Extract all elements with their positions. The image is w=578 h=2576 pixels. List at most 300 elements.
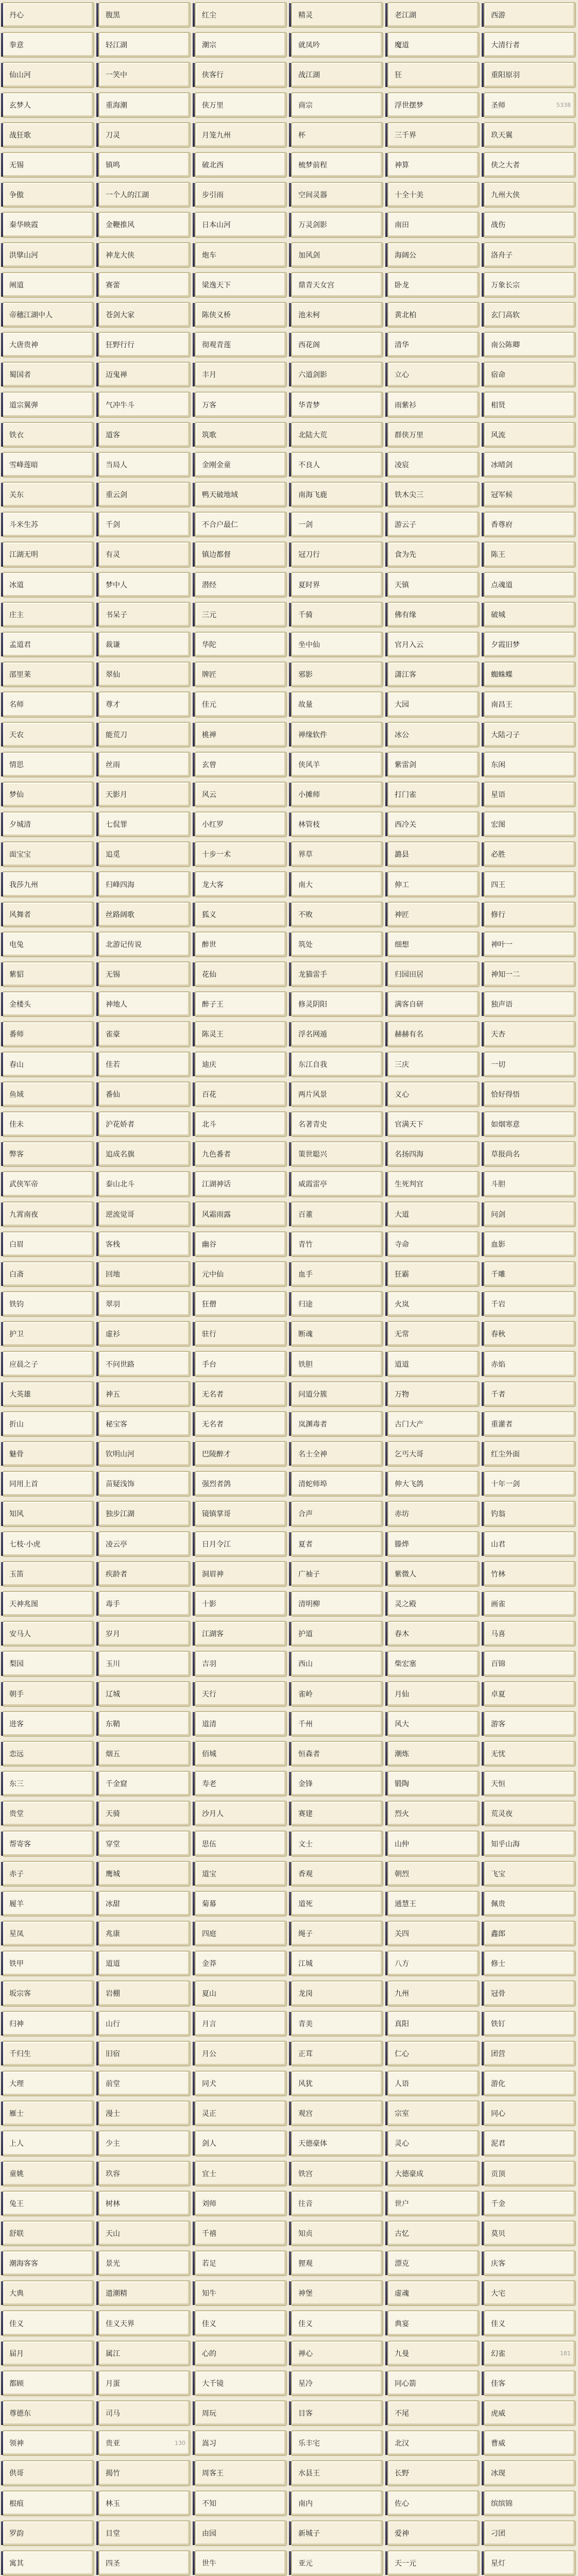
tag-button[interactable] bbox=[387, 302, 480, 328]
tag-button[interactable] bbox=[98, 1351, 191, 1377]
tag-button[interactable] bbox=[2, 1471, 94, 1497]
tag-button[interactable] bbox=[484, 2430, 576, 2456]
tag-button[interactable] bbox=[387, 991, 480, 1017]
tag-button[interactable] bbox=[291, 1141, 383, 1167]
tag-button[interactable] bbox=[2, 871, 94, 897]
tag-button[interactable] bbox=[291, 1052, 383, 1077]
tag-button[interactable] bbox=[291, 1801, 383, 1826]
tag-button[interactable] bbox=[98, 871, 191, 897]
tag-button[interactable] bbox=[98, 1021, 191, 1047]
tag-button[interactable] bbox=[195, 512, 287, 537]
tag-button[interactable] bbox=[291, 1381, 383, 1407]
tag-button[interactable] bbox=[484, 1381, 576, 1407]
tag-button[interactable] bbox=[2, 662, 94, 687]
tag-button[interactable] bbox=[387, 392, 480, 417]
tag-button[interactable] bbox=[484, 1801, 576, 1826]
tag-button[interactable] bbox=[484, 1621, 576, 1647]
tag-button[interactable] bbox=[387, 572, 480, 598]
tag-button[interactable] bbox=[195, 2011, 287, 2037]
tag-button[interactable] bbox=[291, 722, 383, 748]
tag-button[interactable] bbox=[98, 212, 191, 238]
tag-button[interactable] bbox=[387, 1381, 480, 1407]
tag-button[interactable] bbox=[195, 392, 287, 417]
tag-button[interactable] bbox=[484, 2161, 576, 2187]
tag-button[interactable] bbox=[484, 62, 576, 88]
tag-button[interactable] bbox=[98, 1441, 191, 1467]
tag-button[interactable] bbox=[2, 902, 94, 927]
tag-button[interactable] bbox=[98, 1201, 191, 1227]
tag-button[interactable] bbox=[484, 902, 576, 927]
tag-button[interactable] bbox=[387, 422, 480, 448]
tag-button[interactable] bbox=[2, 32, 94, 58]
tag-button[interactable] bbox=[98, 1531, 191, 1557]
tag-button[interactable] bbox=[195, 242, 287, 268]
tag-button[interactable] bbox=[387, 1201, 480, 1227]
tag-button[interactable] bbox=[195, 1771, 287, 1797]
tag-button[interactable] bbox=[98, 2341, 191, 2366]
tag-button[interactable] bbox=[195, 62, 287, 88]
tag-button[interactable] bbox=[387, 2130, 480, 2156]
tag-button[interactable] bbox=[195, 902, 287, 927]
tag-button[interactable] bbox=[484, 122, 576, 148]
tag-button[interactable] bbox=[2, 1531, 94, 1557]
tag-button[interactable] bbox=[387, 1801, 480, 1826]
tag-button[interactable] bbox=[98, 2130, 191, 2156]
tag-button[interactable] bbox=[291, 1711, 383, 1737]
tag-button[interactable] bbox=[195, 272, 287, 298]
tag-button[interactable] bbox=[291, 1441, 383, 1467]
tag-button[interactable] bbox=[484, 2221, 576, 2246]
tag-button[interactable] bbox=[2, 1171, 94, 1197]
tag-button[interactable] bbox=[98, 2280, 191, 2306]
tag-button[interactable] bbox=[291, 242, 383, 268]
tag-button[interactable] bbox=[484, 1201, 576, 1227]
tag-button[interactable] bbox=[387, 1321, 480, 1347]
tag-button[interactable] bbox=[98, 2430, 191, 2456]
tag-button[interactable] bbox=[387, 1411, 480, 1437]
tag-button[interactable] bbox=[2, 1681, 94, 1707]
tag-button[interactable] bbox=[291, 1951, 383, 1976]
tag-button[interactable] bbox=[387, 2221, 480, 2246]
tag-button[interactable] bbox=[291, 2250, 383, 2276]
tag-button[interactable] bbox=[195, 1711, 287, 1737]
tag-button[interactable] bbox=[2, 362, 94, 387]
tag-button[interactable] bbox=[387, 2280, 480, 2306]
tag-button[interactable] bbox=[195, 1501, 287, 1527]
tag-button[interactable] bbox=[2, 1141, 94, 1167]
tag-button[interactable] bbox=[195, 2550, 287, 2576]
tag-button[interactable] bbox=[291, 512, 383, 537]
tag-button[interactable] bbox=[2, 722, 94, 748]
tag-button[interactable] bbox=[195, 482, 287, 507]
tag-button[interactable] bbox=[387, 691, 480, 717]
tag-button[interactable] bbox=[291, 572, 383, 598]
tag-button[interactable] bbox=[195, 752, 287, 777]
tag-button[interactable] bbox=[484, 1021, 576, 1047]
tag-button[interactable] bbox=[98, 2191, 191, 2216]
tag-button[interactable] bbox=[291, 302, 383, 328]
tag-button[interactable] bbox=[98, 1561, 191, 1587]
tag-button[interactable] bbox=[484, 961, 576, 987]
tag-button[interactable] bbox=[291, 662, 383, 687]
tag-button[interactable] bbox=[291, 182, 383, 208]
tag-button[interactable] bbox=[387, 62, 480, 88]
tag-button[interactable] bbox=[387, 2370, 480, 2396]
tag-button[interactable] bbox=[2, 1861, 94, 1887]
tag-button[interactable] bbox=[2, 782, 94, 807]
tag-button[interactable] bbox=[484, 1441, 576, 1467]
tag-button[interactable] bbox=[98, 2, 191, 28]
tag-button[interactable] bbox=[291, 1771, 383, 1797]
tag-button[interactable] bbox=[484, 541, 576, 567]
tag-button[interactable] bbox=[387, 32, 480, 58]
tag-button[interactable] bbox=[98, 2250, 191, 2276]
tag-button[interactable] bbox=[98, 931, 191, 957]
tag-button[interactable] bbox=[2, 2100, 94, 2126]
tag-button[interactable] bbox=[2, 752, 94, 777]
tag-button[interactable] bbox=[291, 362, 383, 387]
tag-button[interactable] bbox=[291, 2341, 383, 2366]
tag-button[interactable] bbox=[195, 1531, 287, 1557]
tag-button[interactable] bbox=[195, 422, 287, 448]
tag-button[interactable] bbox=[387, 1651, 480, 1676]
tag-button[interactable] bbox=[387, 782, 480, 807]
tag-button[interactable] bbox=[484, 1921, 576, 1946]
tag-button[interactable] bbox=[484, 871, 576, 897]
tag-button[interactable] bbox=[195, 871, 287, 897]
tag-button[interactable] bbox=[2, 2310, 94, 2336]
tag-button[interactable] bbox=[2, 602, 94, 628]
tag-button[interactable] bbox=[98, 1231, 191, 1257]
tag-button[interactable] bbox=[387, 1951, 480, 1976]
tag-button[interactable] bbox=[195, 2460, 287, 2486]
tag-button[interactable] bbox=[387, 2400, 480, 2426]
tag-button[interactable] bbox=[291, 2400, 383, 2426]
tag-button[interactable] bbox=[291, 1471, 383, 1497]
tag-button[interactable] bbox=[2, 1351, 94, 1377]
tag-button[interactable] bbox=[2, 152, 94, 178]
tag-button[interactable] bbox=[195, 1261, 287, 1287]
tag-button[interactable] bbox=[484, 1231, 576, 1257]
tag-button[interactable] bbox=[387, 902, 480, 927]
tag-button[interactable] bbox=[484, 1171, 576, 1197]
tag-button[interactable] bbox=[98, 1411, 191, 1437]
tag-button[interactable] bbox=[2, 2161, 94, 2187]
tag-button[interactable] bbox=[195, 991, 287, 1017]
tag-button[interactable] bbox=[387, 332, 480, 358]
tag-button[interactable] bbox=[195, 811, 287, 837]
tag-button[interactable] bbox=[291, 1321, 383, 1347]
tag-button[interactable] bbox=[2, 1321, 94, 1347]
tag-button[interactable] bbox=[484, 2130, 576, 2156]
tag-button[interactable] bbox=[387, 1711, 480, 1737]
tag-button[interactable] bbox=[2, 961, 94, 987]
tag-button[interactable] bbox=[195, 2430, 287, 2456]
tag-button[interactable] bbox=[195, 1561, 287, 1587]
tag-button[interactable] bbox=[98, 242, 191, 268]
tag-button[interactable] bbox=[2, 2460, 94, 2486]
tag-button[interactable] bbox=[98, 902, 191, 927]
tag-button[interactable] bbox=[484, 2100, 576, 2126]
tag-button[interactable] bbox=[98, 961, 191, 987]
tag-button[interactable] bbox=[484, 332, 576, 358]
tag-button[interactable] bbox=[291, 2, 383, 28]
tag-button[interactable] bbox=[484, 242, 576, 268]
tag-button[interactable] bbox=[387, 2191, 480, 2216]
tag-button[interactable] bbox=[98, 1081, 191, 1107]
tag-button[interactable] bbox=[387, 1861, 480, 1887]
tag-button[interactable] bbox=[98, 2221, 191, 2246]
tag-button[interactable] bbox=[484, 272, 576, 298]
tag-button[interactable] bbox=[2, 422, 94, 448]
tag-button[interactable] bbox=[291, 2280, 383, 2306]
tag-button[interactable] bbox=[291, 422, 383, 448]
tag-button[interactable] bbox=[98, 541, 191, 567]
tag-button[interactable] bbox=[484, 782, 576, 807]
tag-button[interactable] bbox=[291, 2041, 383, 2066]
tag-button[interactable] bbox=[484, 32, 576, 58]
tag-button[interactable] bbox=[195, 1052, 287, 1077]
tag-button[interactable] bbox=[2, 1921, 94, 1946]
tag-button[interactable] bbox=[291, 931, 383, 957]
tag-button[interactable] bbox=[2, 302, 94, 328]
tag-button[interactable] bbox=[2, 242, 94, 268]
tag-button[interactable] bbox=[484, 752, 576, 777]
tag-button[interactable] bbox=[291, 452, 383, 478]
tag-button[interactable] bbox=[98, 2490, 191, 2516]
tag-button[interactable] bbox=[98, 2370, 191, 2396]
tag-button[interactable] bbox=[2, 1081, 94, 1107]
tag-button[interactable] bbox=[98, 362, 191, 387]
tag-button[interactable] bbox=[98, 422, 191, 448]
tag-button[interactable] bbox=[387, 2460, 480, 2486]
tag-button[interactable] bbox=[195, 1980, 287, 2006]
tag-button[interactable] bbox=[291, 122, 383, 148]
tag-button[interactable] bbox=[195, 32, 287, 58]
tag-button[interactable] bbox=[387, 1921, 480, 1946]
tag-button[interactable] bbox=[98, 1591, 191, 1617]
tag-button[interactable] bbox=[484, 2191, 576, 2216]
tag-button[interactable] bbox=[195, 302, 287, 328]
tag-button[interactable] bbox=[291, 2191, 383, 2216]
tag-button[interactable] bbox=[195, 1021, 287, 1047]
tag-button[interactable] bbox=[484, 1741, 576, 1767]
tag-button[interactable] bbox=[291, 1261, 383, 1287]
tag-button[interactable] bbox=[2, 2550, 94, 2576]
tag-button[interactable] bbox=[195, 452, 287, 478]
tag-button[interactable] bbox=[2, 92, 94, 118]
tag-button[interactable] bbox=[387, 1561, 480, 1587]
tag-button[interactable] bbox=[291, 1351, 383, 1377]
tag-button[interactable] bbox=[98, 1171, 191, 1197]
tag-button[interactable] bbox=[387, 242, 480, 268]
tag-button[interactable] bbox=[195, 1441, 287, 1467]
tag-button[interactable] bbox=[195, 1201, 287, 1227]
tag-button[interactable] bbox=[195, 1681, 287, 1707]
tag-button[interactable] bbox=[291, 1921, 383, 1946]
tag-button[interactable] bbox=[98, 272, 191, 298]
tag-button[interactable] bbox=[98, 1801, 191, 1826]
tag-button[interactable] bbox=[484, 1980, 576, 2006]
tag-button[interactable] bbox=[195, 212, 287, 238]
tag-button[interactable] bbox=[291, 1531, 383, 1557]
tag-button[interactable] bbox=[2, 1711, 94, 1737]
tag-button[interactable] bbox=[2, 62, 94, 88]
tag-button[interactable] bbox=[387, 1771, 480, 1797]
tag-button[interactable] bbox=[98, 152, 191, 178]
tag-button[interactable] bbox=[387, 1231, 480, 1257]
tag-button[interactable] bbox=[387, 272, 480, 298]
tag-button[interactable] bbox=[291, 1291, 383, 1317]
tag-button[interactable] bbox=[387, 871, 480, 897]
tag-button[interactable] bbox=[387, 1980, 480, 2006]
tag-button[interactable] bbox=[195, 1351, 287, 1377]
tag-button[interactable] bbox=[387, 1891, 480, 1917]
tag-button[interactable] bbox=[2, 1441, 94, 1467]
tag-button[interactable] bbox=[195, 841, 287, 867]
tag-button[interactable] bbox=[2, 1771, 94, 1797]
tag-button[interactable] bbox=[291, 902, 383, 927]
tag-button[interactable] bbox=[2, 1891, 94, 1917]
tag-button[interactable] bbox=[195, 2100, 287, 2126]
tag-button[interactable] bbox=[387, 1531, 480, 1557]
tag-button[interactable] bbox=[387, 2550, 480, 2576]
tag-button[interactable] bbox=[484, 1681, 576, 1707]
tag-button[interactable] bbox=[484, 1351, 576, 1377]
tag-button[interactable] bbox=[484, 632, 576, 657]
tag-button[interactable] bbox=[195, 1231, 287, 1257]
tag-button[interactable] bbox=[2, 2370, 94, 2396]
tag-button[interactable] bbox=[484, 1711, 576, 1737]
tag-button[interactable] bbox=[195, 1801, 287, 1826]
tag-button[interactable] bbox=[387, 1111, 480, 1137]
tag-button[interactable] bbox=[195, 541, 287, 567]
tag-button[interactable] bbox=[387, 1141, 480, 1167]
tag-button[interactable] bbox=[195, 152, 287, 178]
tag-button[interactable] bbox=[484, 1111, 576, 1137]
tag-button[interactable] bbox=[195, 1921, 287, 1946]
tag-button[interactable] bbox=[2, 122, 94, 148]
tag-button[interactable] bbox=[195, 2280, 287, 2306]
tag-button[interactable] bbox=[98, 1771, 191, 1797]
tag-button[interactable] bbox=[387, 1621, 480, 1647]
tag-button[interactable] bbox=[387, 2041, 480, 2066]
tag-button[interactable] bbox=[2, 1291, 94, 1317]
tag-button[interactable] bbox=[195, 2520, 287, 2546]
tag-button[interactable] bbox=[195, 122, 287, 148]
tag-button[interactable] bbox=[98, 2071, 191, 2096]
tag-button[interactable] bbox=[291, 1081, 383, 1107]
tag-button[interactable] bbox=[98, 1651, 191, 1676]
tag-button[interactable] bbox=[98, 392, 191, 417]
tag-button[interactable] bbox=[484, 2460, 576, 2486]
tag-button[interactable] bbox=[484, 302, 576, 328]
tag-button[interactable] bbox=[484, 362, 576, 387]
tag-button[interactable] bbox=[387, 1171, 480, 1197]
tag-button[interactable] bbox=[195, 782, 287, 807]
tag-button[interactable] bbox=[484, 1261, 576, 1287]
tag-button[interactable] bbox=[387, 452, 480, 478]
tag-button[interactable] bbox=[195, 2310, 287, 2336]
tag-button[interactable] bbox=[195, 1321, 287, 1347]
tag-button[interactable] bbox=[2, 2520, 94, 2546]
tag-button[interactable] bbox=[98, 2161, 191, 2187]
tag-button[interactable] bbox=[2, 332, 94, 358]
tag-button[interactable] bbox=[291, 1891, 383, 1917]
tag-button[interactable] bbox=[98, 2310, 191, 2336]
tag-button[interactable] bbox=[484, 1951, 576, 1976]
tag-button[interactable] bbox=[291, 272, 383, 298]
tag-button[interactable] bbox=[484, 1321, 576, 1347]
tag-button[interactable] bbox=[291, 62, 383, 88]
tag-button[interactable] bbox=[484, 1561, 576, 1587]
tag-button[interactable] bbox=[195, 1951, 287, 1976]
tag-button[interactable] bbox=[2, 991, 94, 1017]
tag-button[interactable] bbox=[195, 691, 287, 717]
tag-button[interactable] bbox=[195, 2, 287, 28]
tag-button[interactable] bbox=[484, 931, 576, 957]
tag-button[interactable] bbox=[484, 662, 576, 687]
tag-button[interactable] bbox=[2, 2400, 94, 2426]
tag-button[interactable] bbox=[2, 2, 94, 28]
tag-button[interactable] bbox=[387, 1052, 480, 1077]
tag-button[interactable] bbox=[387, 931, 480, 957]
tag-button[interactable] bbox=[195, 722, 287, 748]
tag-button[interactable] bbox=[2, 541, 94, 567]
tag-button[interactable] bbox=[195, 1741, 287, 1767]
tag-button[interactable] bbox=[387, 632, 480, 657]
tag-button[interactable] bbox=[195, 2191, 287, 2216]
tag-button[interactable] bbox=[484, 722, 576, 748]
tag-button[interactable] bbox=[387, 182, 480, 208]
tag-button[interactable] bbox=[484, 422, 576, 448]
tag-button[interactable] bbox=[484, 482, 576, 507]
tag-button[interactable] bbox=[98, 182, 191, 208]
tag-button[interactable] bbox=[2, 1052, 94, 1077]
tag-button[interactable] bbox=[195, 2071, 287, 2096]
tag-button[interactable] bbox=[2, 1651, 94, 1676]
tag-button[interactable] bbox=[2, 2041, 94, 2066]
tag-button[interactable] bbox=[387, 1261, 480, 1287]
tag-button[interactable] bbox=[291, 2310, 383, 2336]
tag-button[interactable] bbox=[195, 961, 287, 987]
tag-button[interactable] bbox=[195, 1081, 287, 1107]
tag-button[interactable] bbox=[484, 602, 576, 628]
tag-button[interactable] bbox=[387, 1741, 480, 1767]
tag-button[interactable] bbox=[98, 2011, 191, 2037]
tag-button[interactable] bbox=[484, 2370, 576, 2396]
tag-button[interactable] bbox=[291, 2370, 383, 2396]
tag-button[interactable] bbox=[387, 1831, 480, 1856]
tag-button[interactable] bbox=[98, 452, 191, 478]
tag-button[interactable] bbox=[2, 2011, 94, 2037]
tag-button[interactable] bbox=[98, 1261, 191, 1287]
tag-button[interactable] bbox=[291, 991, 383, 1017]
tag-button[interactable] bbox=[98, 662, 191, 687]
tag-button[interactable] bbox=[484, 2490, 576, 2516]
tag-button[interactable] bbox=[291, 632, 383, 657]
tag-button[interactable] bbox=[387, 212, 480, 238]
tag-button[interactable] bbox=[484, 2071, 576, 2096]
tag-button[interactable] bbox=[484, 512, 576, 537]
tag-button[interactable] bbox=[98, 1861, 191, 1887]
tag-button[interactable] bbox=[291, 752, 383, 777]
tag-button[interactable] bbox=[291, 1621, 383, 1647]
tag-button[interactable] bbox=[2, 1111, 94, 1137]
tag-button[interactable] bbox=[2, 1621, 94, 1647]
tag-button[interactable] bbox=[195, 1831, 287, 1856]
tag-button[interactable] bbox=[484, 1651, 576, 1676]
